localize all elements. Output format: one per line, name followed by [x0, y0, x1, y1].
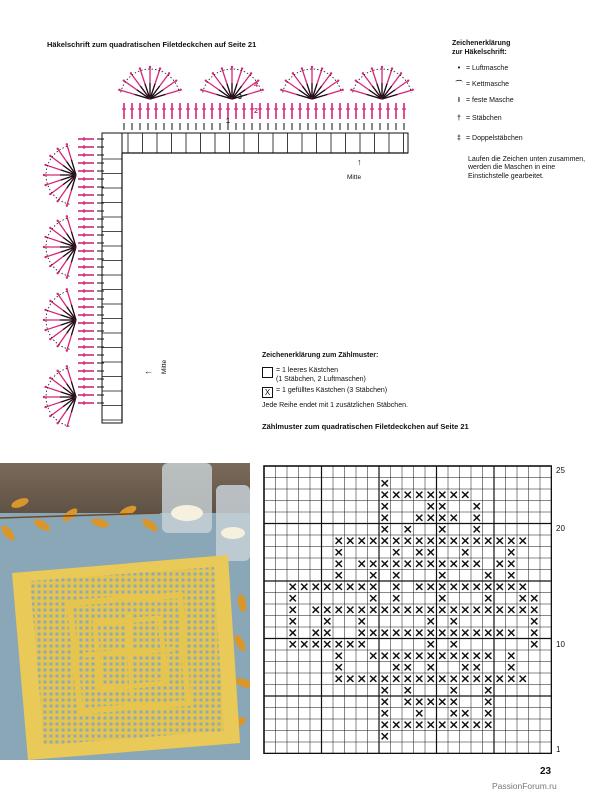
shell-fan [43, 143, 76, 207]
fan-chain [43, 319, 45, 321]
arrow-up-icon: ↑ [357, 157, 362, 167]
fan-chain [66, 288, 68, 290]
row-label-20: 20 [556, 524, 565, 533]
shell-fan [280, 66, 344, 99]
crochet-diagram-title: Häkelschrift zum quadratischen Filetdeckchen auf Seite 21 [47, 40, 257, 49]
count-chart [262, 464, 552, 754]
shell-fan [118, 66, 182, 99]
fan-chain [56, 220, 58, 222]
fan-chain [66, 143, 68, 145]
fan-chain [400, 72, 402, 74]
left-grid-col [102, 133, 122, 423]
fan-chain [44, 184, 46, 186]
fan-chain [381, 66, 383, 68]
chain-symbol-icon: • [457, 65, 461, 73]
fan-chain [56, 148, 58, 150]
round-number-1: 1 [226, 118, 230, 125]
fan-chain [241, 67, 243, 69]
fan-chain [179, 89, 181, 91]
fan-chain [311, 66, 313, 68]
fan-chain [250, 72, 252, 74]
arrow-left-icon: ← [144, 366, 153, 376]
fan-chain [205, 79, 207, 81]
fan-chain [200, 89, 202, 91]
fan-chain [56, 272, 58, 274]
fan-chain [341, 89, 343, 91]
mitte-label-top: Mitte [347, 174, 362, 181]
fan-chain [221, 67, 223, 69]
fan-chain [44, 256, 46, 258]
filled-box-label: = 1 gefülltes Kästchen (3 Stäbchen) [276, 387, 388, 395]
shell-fan [43, 365, 76, 427]
fan-chain [355, 79, 357, 81]
crochet-legend [452, 40, 597, 182]
double-crochet-symbol-icon: † [457, 115, 461, 123]
fan-chain [261, 89, 263, 91]
fan-chain [159, 67, 161, 69]
row-label-10: 10 [556, 640, 565, 649]
doily-photo-art [0, 463, 250, 760]
fan-chain [49, 300, 51, 302]
fan-chain [337, 79, 339, 81]
fan-chain [407, 79, 409, 81]
empty-box-icon [262, 367, 273, 378]
shell-fan [43, 288, 76, 352]
round-number-2: 2 [254, 108, 258, 115]
round-number-4: 4 [254, 82, 258, 89]
fan-chain [321, 67, 323, 69]
fan-chain [56, 370, 58, 372]
crochet-doily-icon [12, 555, 240, 760]
fan-chain [49, 193, 51, 195]
filled-box-icon: X [262, 387, 273, 398]
fan-chain [66, 276, 68, 278]
empty-box-detail: (1 Stäbchen, 2 Luftmaschen) [276, 375, 366, 383]
fan-chain [411, 89, 413, 91]
single-crochet-symbol-icon: I [458, 97, 460, 105]
fan-chain [49, 338, 51, 340]
fan-chain [44, 329, 46, 331]
fan-chain [43, 396, 45, 398]
mitte-label-left: Mitte [161, 359, 168, 374]
fan-chain [280, 89, 282, 91]
legend-filled-box [262, 387, 502, 398]
fan-chain [362, 72, 364, 74]
legend-label: = Doppelstäbchen [466, 135, 523, 143]
fan-chain [66, 349, 68, 351]
legend-item-slip [452, 78, 597, 94]
doily-photo [0, 463, 250, 760]
fan-chain [66, 204, 68, 206]
empty-box-label: = 1 leeres Kästchen [276, 366, 339, 374]
fan-chain [56, 200, 58, 202]
shell-fan [350, 66, 414, 99]
fan-chain [56, 345, 58, 347]
fan-chain [118, 89, 120, 91]
fan-chain [49, 155, 51, 157]
count-legend-heading: Zeichenerklärung zum Zählmuster: [262, 352, 379, 359]
fan-chain [56, 422, 58, 424]
slip-stitch-symbol-icon: ⌒ [455, 81, 463, 89]
fan-chain [371, 67, 373, 69]
legend-item-treble [452, 130, 597, 150]
crochet-legend-note: Laufen die Zeichen unten zusammen, werden die Maschen in eine Einstichstelle gearbeitet. [468, 155, 586, 180]
top-grid-row [102, 133, 408, 153]
fan-chain [49, 265, 51, 267]
legend-label: = Stäbchen [466, 115, 502, 123]
count-chart-title: Zählmuster zum quadratischen Filetdeckchen auf Seite 21 [262, 422, 469, 431]
fan-chain [44, 386, 46, 388]
fan-chain [301, 67, 303, 69]
watermark: PassionForum.ru [492, 781, 557, 791]
fan-chain [391, 67, 393, 69]
fan-chain [43, 174, 45, 176]
row-label-1: 1 [556, 745, 561, 754]
fan-chain [212, 72, 214, 74]
crochet-legend-heading-2: zur Häkelschrift: [452, 48, 507, 56]
treble-crochet-symbol-icon: ‡ [457, 135, 461, 143]
fan-chain [44, 236, 46, 238]
legend-item-single [452, 94, 597, 110]
legend-empty-box [262, 367, 502, 385]
fan-chain [66, 365, 68, 367]
fan-chain [44, 164, 46, 166]
fan-chain [285, 79, 287, 81]
fan-chain [168, 72, 170, 74]
crochet-legend-heading-1: Zeichenerklärung [452, 40, 511, 47]
legend-label: = feste Masche [466, 97, 514, 105]
fan-chain [44, 309, 46, 311]
fan-chain [175, 79, 177, 81]
fan-chain [44, 406, 46, 408]
fan-chain [49, 415, 51, 417]
legend-label: = Kettmasche [466, 81, 509, 89]
legend-item-double [452, 110, 597, 130]
fan-chain [330, 72, 332, 74]
legend-item-chain [452, 62, 597, 78]
fan-chain [49, 227, 51, 229]
legend-label: = Luftmasche [466, 65, 509, 73]
fan-chain [350, 89, 352, 91]
fan-chain [139, 67, 141, 69]
fan-chain [231, 66, 233, 68]
fan-chain [123, 79, 125, 81]
round-number-3: 3 [238, 94, 242, 101]
row-end-note: Jede Reihe endet mit 1 zusätzlichen Stäbchen. [262, 402, 408, 410]
fan-chain [130, 72, 132, 74]
count-legend [262, 352, 502, 411]
fan-chain [49, 377, 51, 379]
fan-chain [56, 293, 58, 295]
fan-chain [66, 215, 68, 217]
page-number: 23 [540, 766, 552, 777]
fan-chain [149, 66, 151, 68]
fan-chain [43, 246, 45, 248]
shell-fan [43, 215, 76, 279]
row-label-25: 25 [556, 466, 565, 475]
fan-chain [292, 72, 294, 74]
